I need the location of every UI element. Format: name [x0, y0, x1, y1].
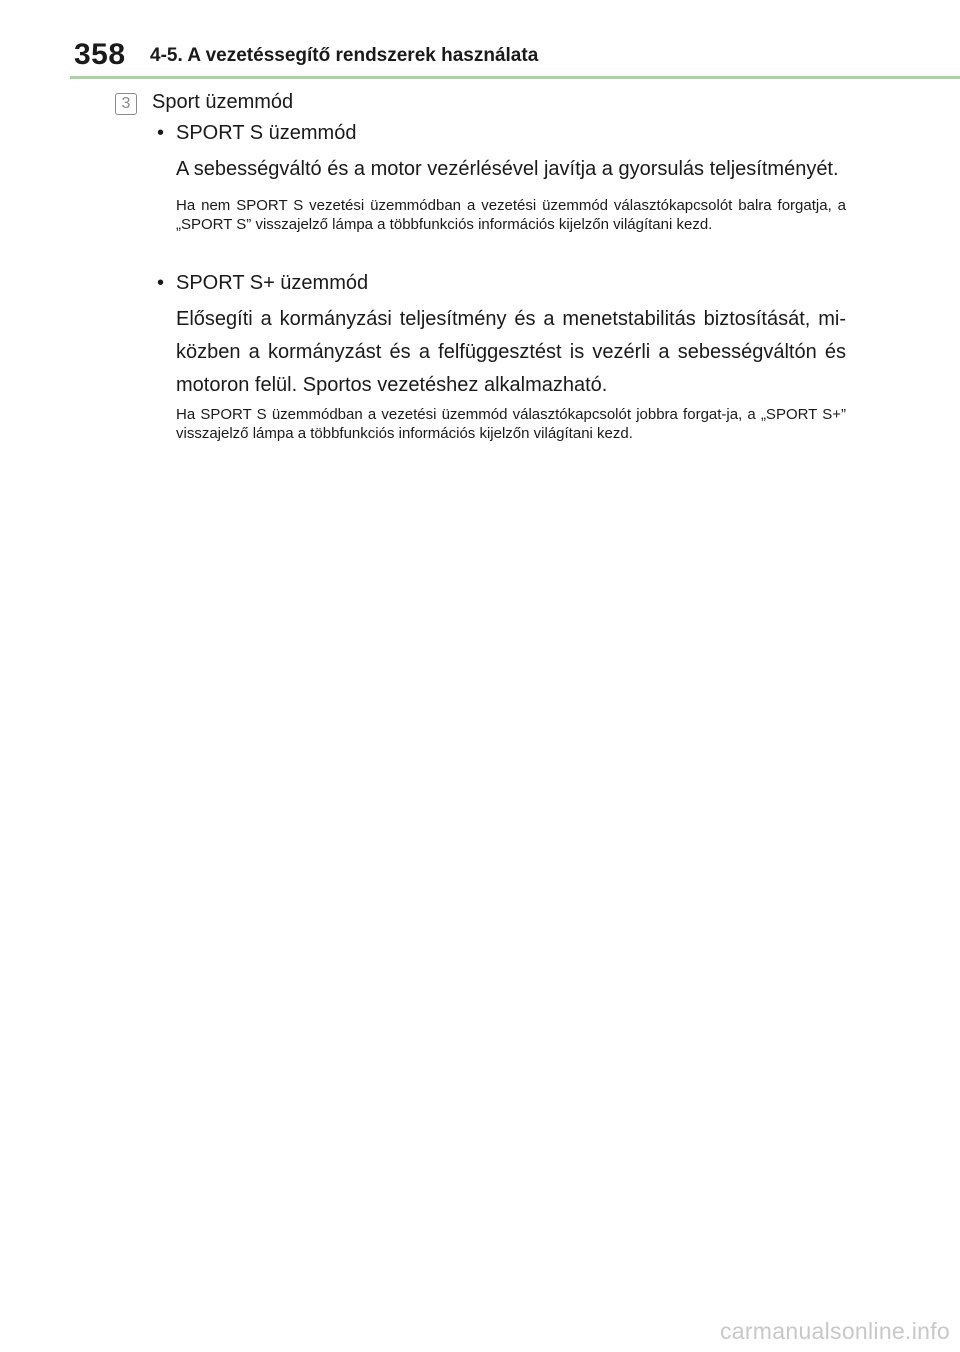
watermark-text: carmanualsonline.info [719, 1318, 950, 1344]
bullet-marker: • [157, 272, 165, 294]
step-title: Sport üzemmód [152, 91, 294, 113]
item-note-sport-s-plus: Ha SPORT S üzemmódban a vezetési üzemmód választókapcsolót jobbra forgat-ja, a „SPORT S+” visszajelző lámpa a többfunkciós információs kijelzőn világítani kezd. [176, 406, 846, 442]
item-note-sport-s: Ha nem SPORT S vezetési üzemmódban a vezetési üzemmód választókapcsolót balra forgatja, a „SPORT S” visszajelző lámpa a többfunkciós információs kijelzőn világítani kezd. [176, 197, 846, 233]
page-header [0, 0, 960, 80]
bullet-marker: • [157, 122, 165, 144]
step-number-badge: 3 [115, 93, 137, 115]
section-title: 4-5. A vezetéssegítő rendszerek használata [150, 45, 539, 66]
item-title-sport-s: SPORT S üzemmód [176, 122, 357, 144]
header-divider [70, 76, 960, 79]
item-title-sport-s-plus: SPORT S+ üzemmód [176, 272, 369, 294]
item-body-sport-s-plus: Elősegíti a kormányzási teljesítmény és a menetstabilitás biztosítását, mi-közben a kormányzást és a felfüggesztést is vezérli a sebességváltón és motoron felül. Sportos vezetéshez alkalmazható. [176, 308, 846, 396]
page-number: 358 [74, 38, 126, 71]
item-body-sport-s: A sebességváltó és a motor vezérlésével javítja a gyorsulás teljesítményét. [176, 158, 839, 180]
